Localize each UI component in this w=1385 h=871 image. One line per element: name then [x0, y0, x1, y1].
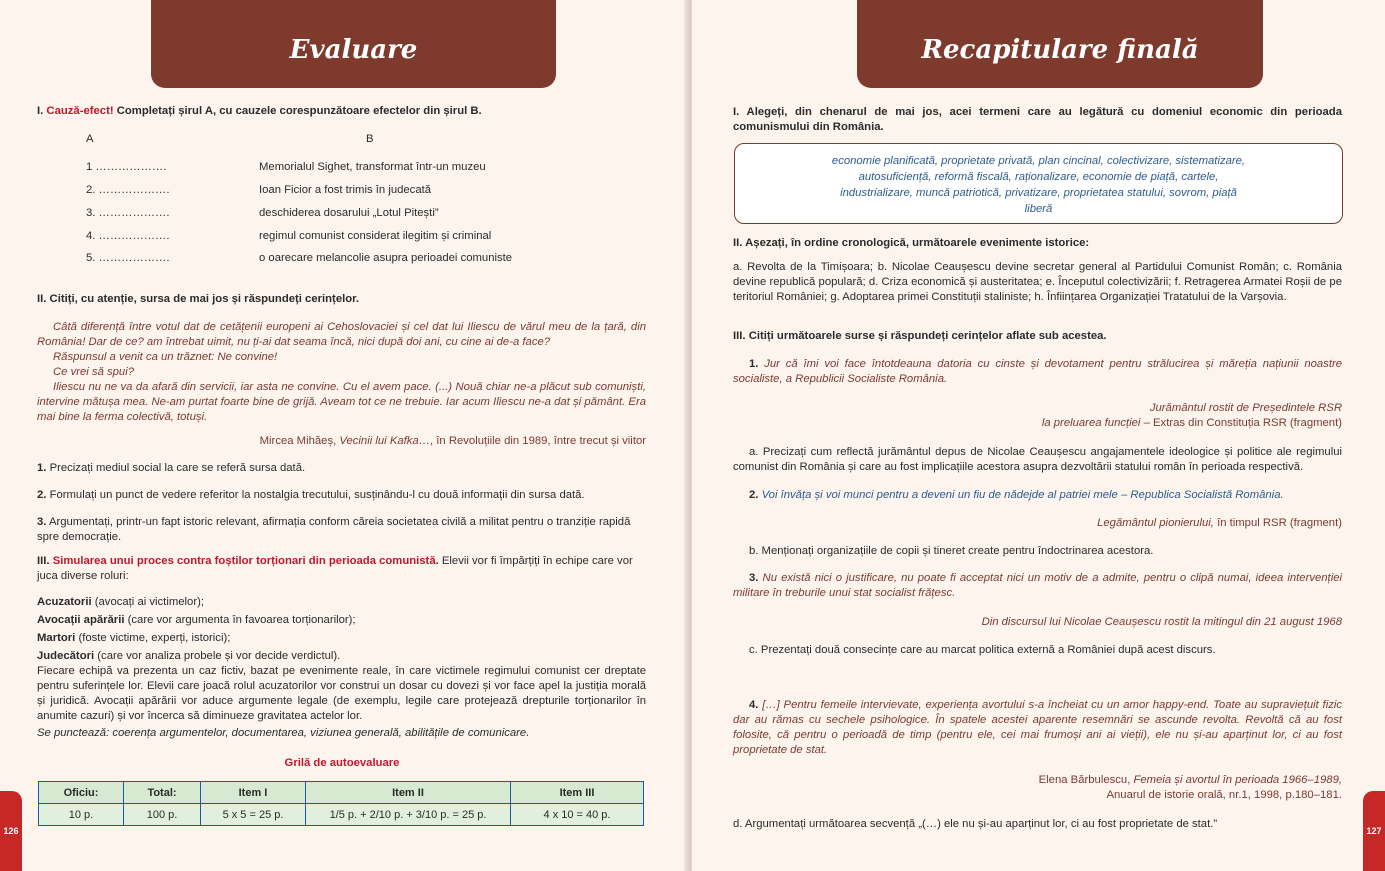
role-name: Avocații apărării [37, 614, 125, 626]
page-title: Evaluare [151, 0, 556, 88]
source-text: Jur că îmi voi face întotdeauna datoria cu cinste și devotament pentru strălucirea și măreția națiunii noastre socialiste, a Republicii Socialiste România. [733, 358, 1342, 385]
source-paragraph [733, 571, 1342, 601]
source-number: 1. [749, 358, 759, 370]
section-highlight: Cauză-efect! [46, 105, 114, 117]
source-2 [733, 488, 1342, 503]
pair-b: Memorialul Sighet, transformat într-un muzeu [259, 161, 486, 173]
page-left [0, 0, 688, 871]
pair-b: o oarecare melancolie asupra perioadei comuniste [259, 252, 513, 264]
question-1 [37, 461, 647, 476]
pair-a: 3. ………………. [86, 207, 170, 219]
question-text: Argumentați, printr-un fapt istoric relevant, afirmația conform căreia societatea civilă a militat pentru o tranziție rapidă spre democrație. [37, 516, 631, 543]
role-desc: (care vor analiza probele și vor decide verdictul). [97, 650, 341, 662]
self-evaluation-grid [38, 781, 644, 826]
role-desc: (care vor argumenta în favoarea torționarilor); [127, 614, 356, 626]
pair-b: Ioan Ficior a fost trimis în judecată [259, 184, 432, 196]
citation-part: Elena Bărbulescu, [1038, 774, 1131, 786]
grid-value-cell: 4 x 10 = 40 p. [511, 804, 644, 826]
grid-header-cell: Oficiu: [39, 782, 124, 804]
citation-line [733, 773, 1342, 788]
grid-header-row [39, 782, 644, 804]
role-item [37, 647, 647, 665]
role-item [37, 593, 647, 611]
role-item [37, 611, 647, 629]
pair-a: 4. ………………. [86, 230, 170, 242]
role-item [37, 629, 647, 647]
question-2 [37, 488, 647, 503]
citation-part: Femeia și avortul în perioada 1966–1989, [1133, 774, 1342, 786]
source-text: Nu există nici o justificare, nu poate fi acceptat nici un motiv de a admite, pentru o clipă numai, ideea intervenției militare în treburile unui stat socialist frățesc. [733, 572, 1342, 599]
page-number: 127 [1363, 791, 1385, 871]
section-instruction: Completați șirul A, cu cauzele corespunzătoare efectelor din șirul B. [116, 105, 482, 117]
source-number: 3. [749, 572, 759, 584]
grid-header-cell: Item III [511, 782, 644, 804]
section-3-heading: III. Citiți următoarele surse și răspundeți cerințelor aflate sub acestea. [733, 330, 1107, 342]
grid-value-cell: 5 x 5 = 25 p. [201, 804, 306, 826]
section-3-heading [37, 554, 647, 584]
page-number: 126 [0, 791, 22, 871]
source-number: 4. [749, 699, 759, 711]
source-4-citation [733, 773, 1342, 803]
section-instruction: Elevii vor fi împărțiți în echipe care vor juca diverse roluri: [37, 555, 633, 582]
source-number: 2. [749, 489, 759, 501]
role-name: Martori [37, 632, 76, 644]
citation-line: Anuarul de istorie orală, nr.1, 1998, p.180–181. [1106, 789, 1342, 801]
pair-a: 2. ………………. [86, 184, 170, 196]
question-b: b. Menționați organizațiile de copii și tineret create pentru îndoctrinarea acestora. [749, 545, 1154, 557]
source-paragraph [733, 488, 1342, 503]
terms-box [734, 143, 1343, 224]
citation-line: Jurământul rostit de Președintele RSR [1149, 402, 1342, 414]
question-number: 2. [37, 489, 47, 501]
section-1-heading [37, 104, 647, 119]
grid-header-cell: Total: [124, 782, 201, 804]
column-a-label: A [86, 133, 94, 145]
pair-a: 1 ………………. [86, 161, 167, 173]
grid-value-cell: 10 p. [39, 804, 124, 826]
question-text: Precizați mediul social la care se referă sursa dată. [49, 462, 306, 474]
grid-title: Grilă de autoevaluare [284, 757, 400, 769]
section-number: I. [37, 105, 44, 117]
citation-part: Legământul pionierului, [1097, 517, 1214, 529]
source-text: Voi învăța și voi munci pentru a deveni un fiu de nădejde al patriei mele – Republica Socialistă România. [761, 489, 1284, 501]
role-desc: (foste victime, experți, istorici); [78, 632, 231, 644]
simulation-description: Fiecare echipă va prezenta un caz fictiv, bazat pe evenimente reale, în care victimele regimului comunist cer dreptate pentru suferințele lor. Elevii care joacă rolul acuzatorilor vor construi un dosar cu dovezi și vor face apel la justiția morală și juridică. Avocații apărării vor aduce argumente legale (de exemplu, legile care protejează drepturile torționarilor în anumite cazuri) și vor încerca să diminueze gravitatea actelor lor. [37, 665, 646, 722]
pair-b: regimul comunist considerat ilegitim și criminal [259, 230, 492, 242]
terms-list: economie planificată, proprietate privată, plan cincinal, colectivizare, sistematizare, autosuficiență, reformă fiscală, raționalizare, economie de piață, cartele, industrializare, muncă patriotică, privatizare, proprietatea statului, sovrom, piață liberă [831, 155, 1246, 215]
role-desc: (avocați ai victimelor); [94, 596, 204, 608]
source-paragraph: Răspunsul a venit ca un trăznet: Ne convine! [53, 351, 278, 363]
citation-title: Vecinii lui Kafka… [339, 435, 430, 447]
pair-b: deschiderea dosarului „Lotul Pitești” [259, 207, 439, 219]
question-d: d. Argumentați următoarea secvență „(…) ele nu și-au aparținut lor, ci au fost proprietate de stat.” [733, 818, 1218, 830]
source-citation [37, 434, 646, 449]
pair-a: 5. ………………. [86, 252, 170, 264]
grid-value-cell: 100 p. [124, 804, 201, 826]
source-paragraph [733, 698, 1342, 758]
source-paragraph: Câtă diferență între votul dat de cetățenii europeni ai Cehoslovaciei și cel dat lui Iliescu de vărul meu de la țară, din România! Dar de ce? am întrebat uimit, nu ți-ai dat seama încă, nici după doi ani, cu cine ai de-a face? [37, 321, 646, 348]
question-a: a. Precizați cum reflectă jurământul depus de Nicolae Ceaușescu angajamentele ideologice și politice ale regimului comunist din România și care au fost implicațiile acestora asupra dezvoltării statului român în perioada respectivă. [733, 446, 1342, 473]
page-title: Recapitulare finală [857, 0, 1263, 88]
section-2-heading: II. Așezați, în ordine cronologică, următoarele evenimente istorice: [733, 237, 1090, 249]
source-1 [733, 357, 1342, 387]
grid-value-cell: 1/5 p. + 2/10 p. + 3/10 p. = 25 p. [306, 804, 511, 826]
citation-line [733, 416, 1342, 431]
citation-author: Mircea Mihăeș, [259, 435, 337, 447]
section-highlight: Simularea unui proces contra foștilor torționari din perioada comunistă. [52, 555, 439, 567]
section-1-heading: I. Alegeți, din chenarul de mai jos, acei termeni care au legătură cu domeniul economic din perioada comunismului din România. [733, 106, 1342, 133]
source-text: […] Pentru femeile intervievate, experiența avortului s-a încheiat cu un amor happy-end. Toate au supraviețuit fizic dar au rămas cu sechele psihologice. În spatele acestei aparente resemnări se ascunde revolta. Revoltă că au fost folosite, că pentru o perioadă de timp (pentru ele, cei mai frumoși ani ai vieții), ele nu și-au aparținut lor, ci au fost proprietate de stat. [733, 699, 1343, 756]
citation-part: în timpul RSR (fragment) [1217, 517, 1342, 529]
column-b-label: B [366, 133, 374, 145]
question-text: Formulați un punct de vedere referitor la nostalgia trecutului, susținându-l cu două informații din sursa dată. [49, 489, 585, 501]
role-name: Acuzatorii [37, 596, 92, 608]
question-number: 3. [37, 516, 47, 528]
grid-header-cell: Item II [306, 782, 511, 804]
source-4 [733, 698, 1342, 758]
source-paragraph: Iliescu nu ne va da afară din servicii, iar asta ne convine. Cu el avem pace. (...) Nouă chiar ne-a plăcut sub comuniști, intervine mătușa mea. Ne-am purtat foarte bine de grijă. Aveam tot ce ne trebuie. Iar acum Iliescu ne-a dat și pământ. Era mai bine la ferma colectivă, totuși. [37, 381, 646, 423]
question-c: c. Prezentați două consecințe care au marcat politica externă a României după acest discurs. [749, 644, 1216, 656]
source-2-citation [733, 516, 1342, 531]
source-paragraph [733, 357, 1342, 387]
grid-header-cell: Item I [201, 782, 306, 804]
section-number: III. [37, 555, 50, 567]
roles-list [37, 593, 647, 665]
scoring-note: Se punctează: coerența argumentelor, documentarea, viziunea generală, abilitățile de comunicare. [37, 727, 530, 739]
citation-part: – Extras din Constituția RSR (fragment) [1143, 417, 1342, 429]
events-list: a. Revolta de la Timișoara; b. Nicolae Ceaușescu devine secretar general al Partidului Comunist Român; c. România devine republică populară; d. Criza economică și austeritatea; e. Începutul colectivizării; f. Retragerea Armatei Roșii de pe teritoriul României; g. Adoptarea primei Constituții staliniste; h. Înființarea Organizației Tratatului de la Varșovia. [733, 261, 1342, 303]
role-name: Judecători [37, 650, 95, 662]
section-2-heading: II. Citiți, cu atenție, sursa de mai jos și răspundeți cerințelor. [37, 293, 360, 305]
source-3-citation: Din discursul lui Nicolae Ceaușescu rostit la mitingul din 21 august 1968 [981, 616, 1342, 628]
source-3 [733, 571, 1342, 601]
grid-value-row [39, 804, 644, 826]
source-text [37, 320, 646, 425]
citation-rest: , în Revoluțiile din 1989, între trecut și viitor [430, 435, 646, 447]
source-1-citation [733, 401, 1342, 431]
source-paragraph: Ce vrei să spui? [53, 366, 134, 378]
question-number: 1. [37, 462, 47, 474]
citation-part: la preluarea funcției [1041, 417, 1141, 429]
question-3 [37, 515, 647, 545]
